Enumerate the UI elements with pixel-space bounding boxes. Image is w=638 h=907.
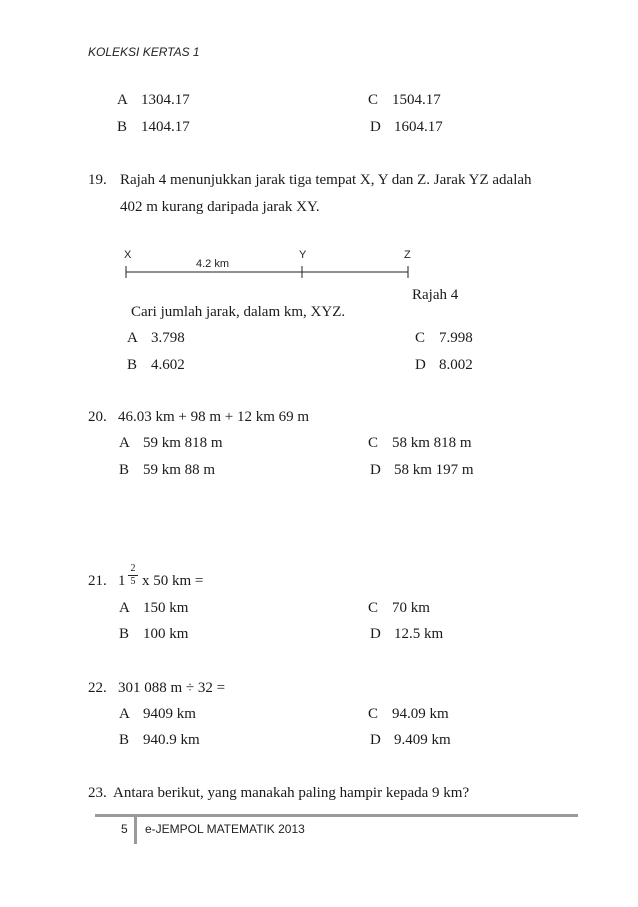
- q20-option-d[interactable]: [370, 462, 474, 479]
- option-text: 9409 km: [143, 706, 196, 722]
- q21-question-rest: x 50 km =: [142, 573, 204, 589]
- q18-option-d[interactable]: [370, 119, 443, 136]
- q21-fraction: [128, 564, 138, 587]
- option-letter: C: [368, 435, 379, 451]
- option-letter: A: [127, 330, 138, 346]
- option-text: 150 km: [143, 600, 189, 616]
- option-letter: D: [370, 462, 381, 478]
- option-text: 3.798: [151, 330, 185, 346]
- option-text: 8.002: [439, 357, 473, 373]
- q23-question: Antara berikut, yang manakah paling hampir kepada 9 km?: [113, 785, 470, 801]
- option-text: 100 km: [143, 626, 189, 642]
- q19-option-d[interactable]: [415, 357, 473, 374]
- page-number: 5: [121, 822, 128, 836]
- option-text: 59 km 88 m: [143, 462, 216, 478]
- q21-option-c[interactable]: [368, 600, 430, 617]
- option-letter: D: [415, 357, 426, 373]
- q20-number: 20.: [88, 409, 107, 425]
- option-text: 58 km 197 m: [394, 462, 474, 478]
- q21-whole: 1: [118, 573, 126, 589]
- footer-title: e-JEMPOL MATEMATIK 2013: [145, 822, 305, 836]
- option-text: 1404.17: [141, 119, 190, 135]
- option-letter: A: [119, 600, 130, 616]
- q20-question: 46.03 km + 98 m + 12 km 69 m: [118, 409, 310, 425]
- option-letter: C: [368, 600, 379, 616]
- option-letter: A: [119, 435, 130, 451]
- q22-number: 22.: [88, 680, 107, 696]
- fraction-denominator: 5: [130, 576, 136, 587]
- option-text: 59 km 818 m: [143, 435, 223, 451]
- option-text: 1604.17: [394, 119, 443, 135]
- page-header: KOLEKSI KERTAS 1: [88, 45, 200, 59]
- q22-option-d[interactable]: [370, 732, 451, 749]
- figure-caption: Rajah 4: [412, 287, 459, 303]
- option-letter: A: [117, 92, 128, 108]
- option-letter: D: [370, 119, 381, 135]
- distance-diagram: [110, 244, 430, 284]
- q20-option-b[interactable]: [119, 462, 215, 479]
- option-text: 58 km 818 m: [392, 435, 472, 451]
- q19-text-line1: Rajah 4 menunjukkan jarak tiga tempat X, Y dan Z. Jarak YZ adalah: [120, 172, 532, 188]
- option-text: 12.5 km: [394, 626, 444, 642]
- q19-number: 19.: [88, 172, 107, 188]
- option-letter: B: [119, 732, 130, 748]
- label-distance: 4.2 km: [196, 258, 230, 270]
- q22-option-b[interactable]: [119, 732, 200, 749]
- q21-option-b[interactable]: [119, 626, 188, 643]
- footer-rule: [95, 814, 578, 817]
- option-text: 7.998: [439, 330, 473, 346]
- q20-option-c[interactable]: [368, 435, 472, 452]
- label-z: Z: [404, 249, 411, 261]
- option-text: 940.9 km: [143, 732, 200, 748]
- fraction-numerator: 2: [130, 563, 136, 574]
- q23-number: 23.: [88, 785, 107, 801]
- option-text: 70 km: [392, 600, 430, 616]
- q22-option-a[interactable]: [119, 706, 196, 723]
- q19-prompt: Cari jumlah jarak, dalam km, XYZ.: [131, 304, 346, 320]
- option-letter: C: [368, 706, 379, 722]
- q22-option-c[interactable]: [368, 706, 449, 723]
- option-letter: B: [117, 119, 128, 135]
- option-text: 9.409 km: [394, 732, 451, 748]
- q20-option-a[interactable]: [119, 435, 223, 452]
- q21-option-d[interactable]: [370, 626, 443, 643]
- option-text: 1504.17: [392, 92, 441, 108]
- option-text: 94.09 km: [392, 706, 449, 722]
- option-letter: C: [368, 92, 379, 108]
- option-text: 4.602: [151, 357, 185, 373]
- q19-text-line2: 402 m kurang daripada jarak XY.: [120, 199, 320, 215]
- option-letter: D: [370, 626, 381, 642]
- q18-option-c[interactable]: [368, 92, 441, 109]
- q19-option-a[interactable]: [127, 330, 185, 347]
- option-letter: B: [127, 357, 138, 373]
- q19-option-c[interactable]: [415, 330, 473, 347]
- label-y: Y: [299, 249, 307, 261]
- q18-option-b[interactable]: [117, 119, 190, 136]
- option-letter: C: [415, 330, 426, 346]
- q22-question: 301 088 m ÷ 32 =: [118, 680, 226, 696]
- label-x: X: [124, 249, 132, 261]
- option-letter: D: [370, 732, 381, 748]
- option-text: 1304.17: [141, 92, 190, 108]
- q19-option-b[interactable]: [127, 357, 185, 374]
- q21-option-a[interactable]: [119, 600, 188, 617]
- option-letter: B: [119, 462, 130, 478]
- option-letter: B: [119, 626, 130, 642]
- q21-number: 21.: [88, 573, 107, 589]
- footer-separator: [134, 814, 137, 844]
- option-letter: A: [119, 706, 130, 722]
- q18-option-a[interactable]: [117, 92, 190, 109]
